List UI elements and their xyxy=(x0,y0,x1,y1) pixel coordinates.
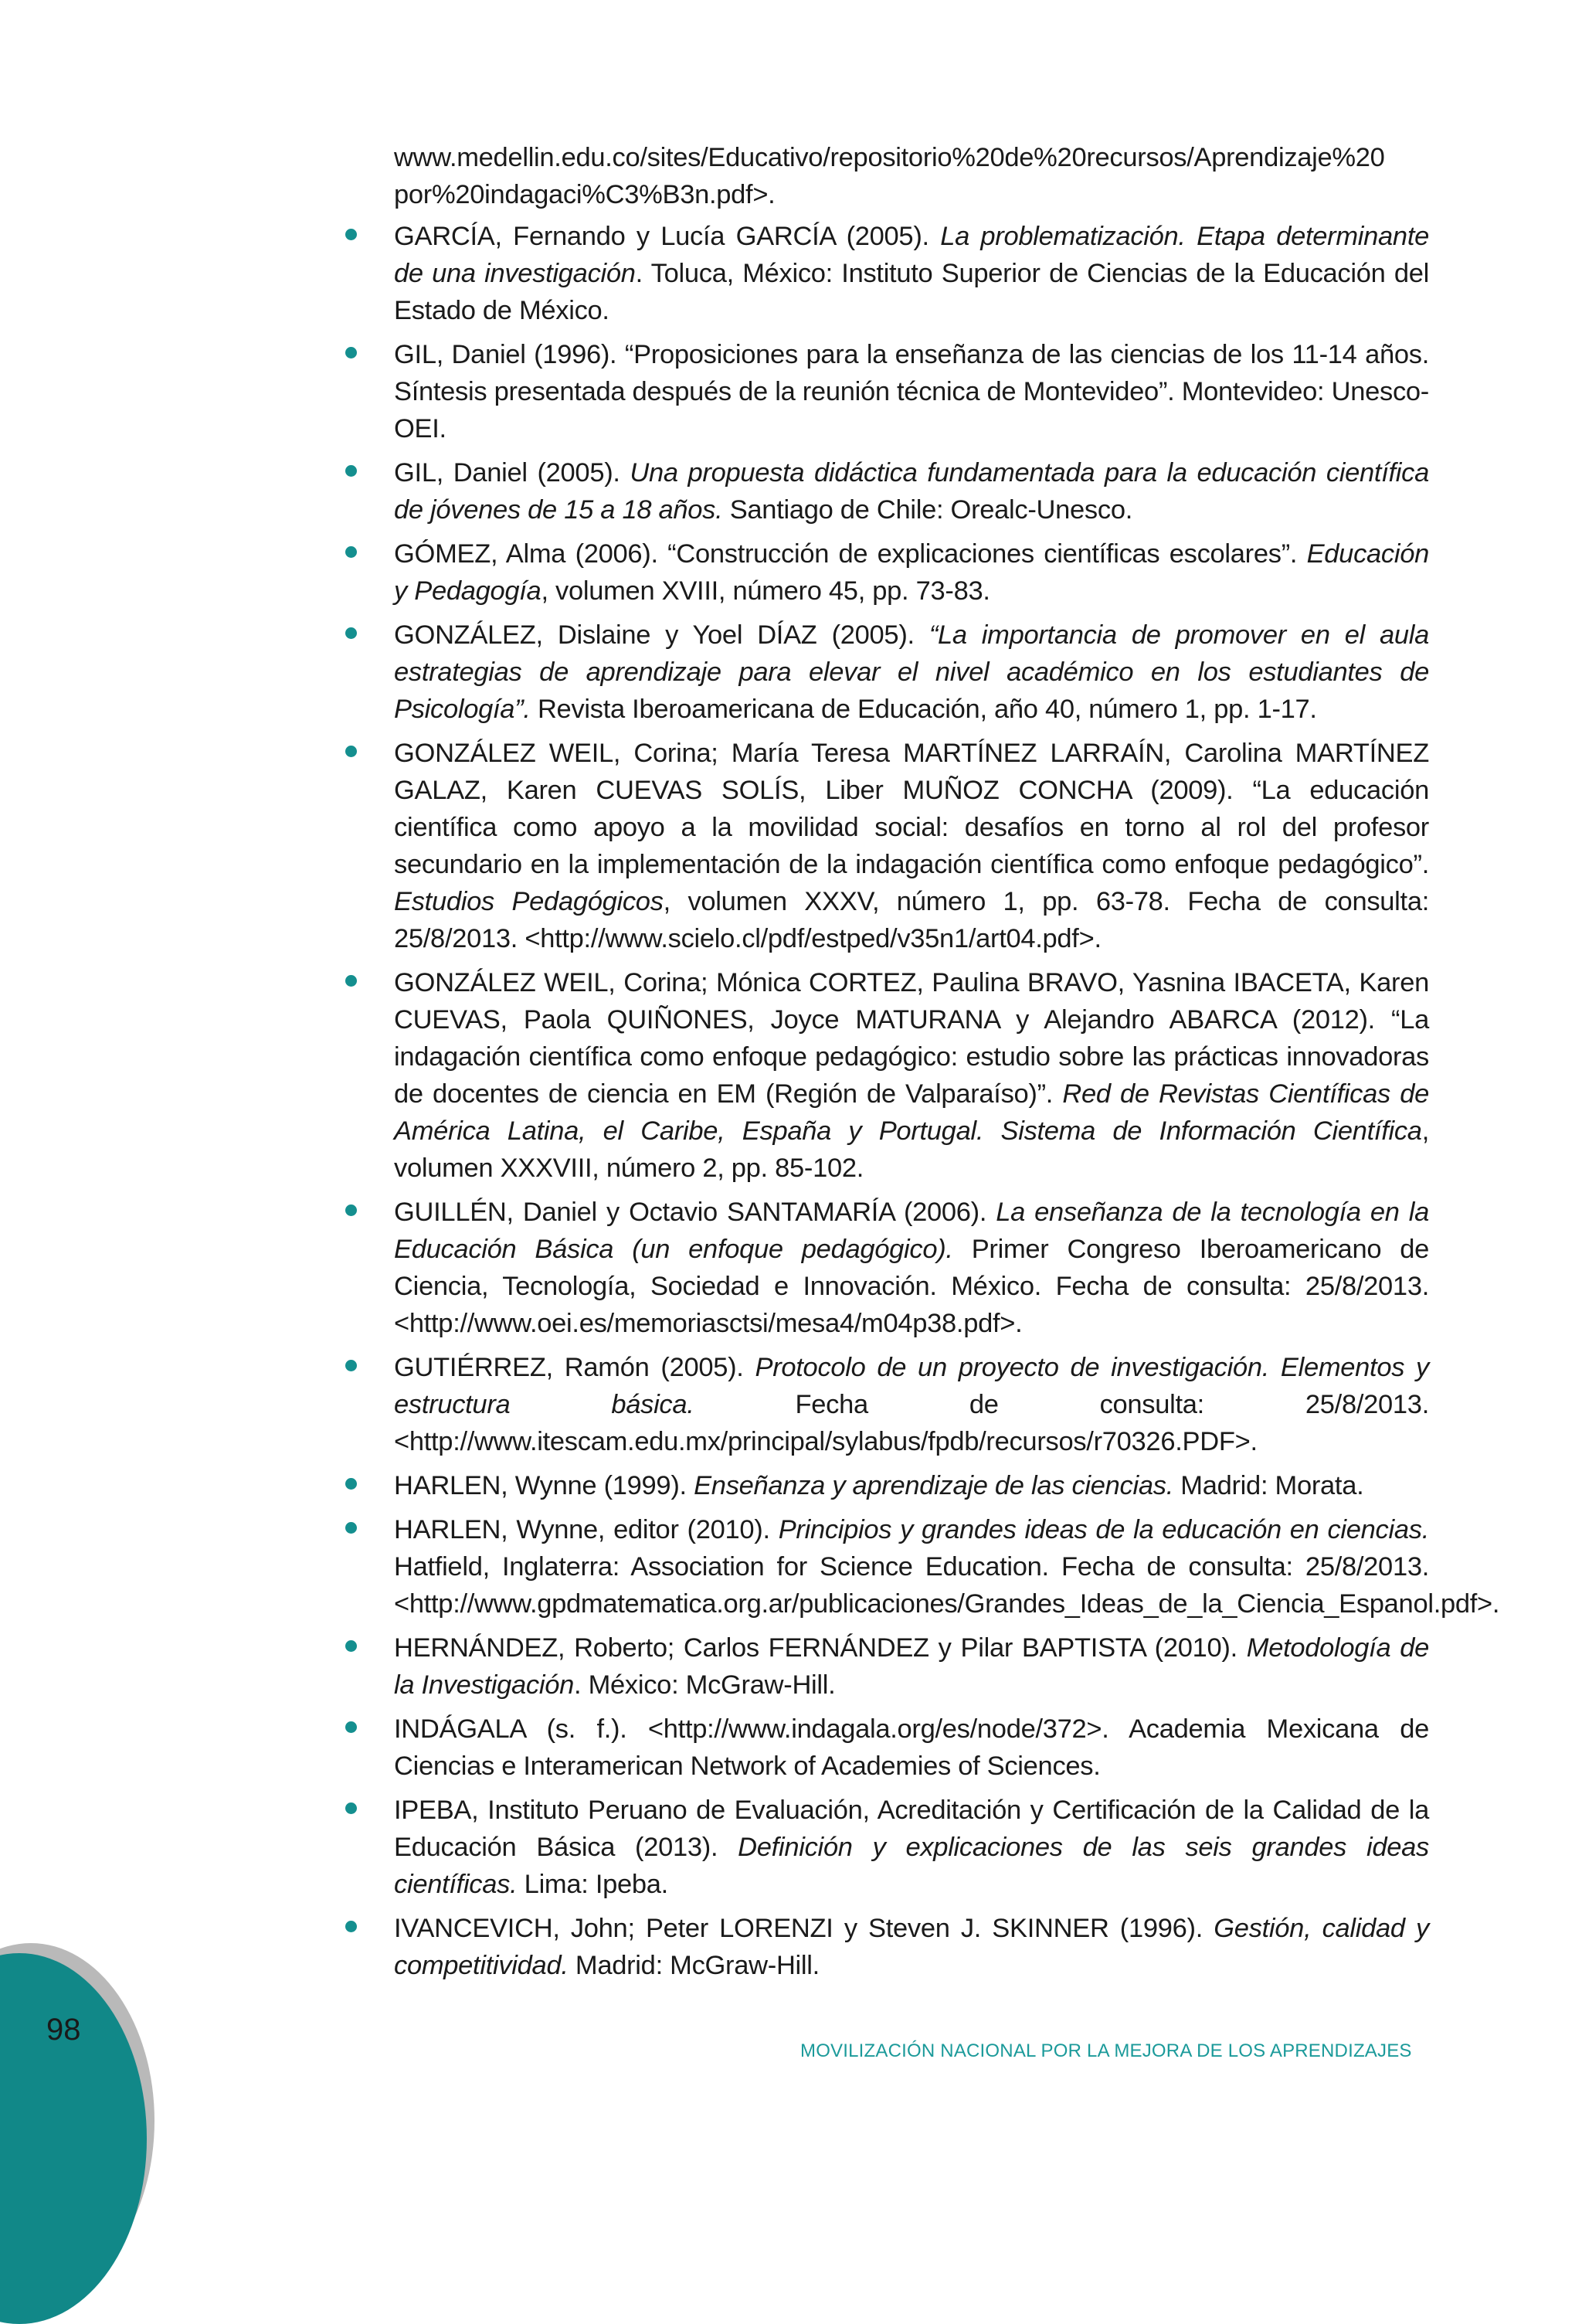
reference-item: IVANCEVICH, John; Peter LORENZI y Steven J. SKINNER (1996). Gestión, calidad y competitividad. Madrid: McGraw-Hill. xyxy=(343,1910,1429,1984)
reference-item: GÓMEZ, Alma (2006). “Construcción de explicaciones científicas escolares”. Educación y Pedagogía, volumen XVIII, número 45, pp. 73-83. xyxy=(343,535,1429,610)
reference-item: HARLEN, Wynne (1999). Enseñanza y aprendizaje de las ciencias. Madrid: Morata. xyxy=(343,1467,1429,1504)
reference-item: GIL, Daniel (2005). Una propuesta didáctica fundamentada para la educación científica de jóvenes de 15 a 18 años. Santiago de Chile: Orealc-Unesco. xyxy=(343,454,1429,528)
bullet-icon xyxy=(345,1640,357,1652)
bullet-icon xyxy=(345,546,357,558)
bullet-icon xyxy=(345,1204,357,1216)
footer-title: MOVILIZACIÓN NACIONAL POR LA MEJORA DE LOS APRENDIZAJES xyxy=(800,2040,1412,2061)
continuation-line: www.medellin.edu.co/sites/Educativo/repositorio%20de%20recursos/Aprendizaje%20 xyxy=(394,143,1385,172)
bullet-icon xyxy=(345,1478,357,1490)
bullet-icon xyxy=(345,1921,357,1932)
bullet-icon xyxy=(345,1360,357,1371)
reference-item: GUILLÉN, Daniel y Octavio SANTAMARÍA (2006). La enseñanza de la tecnología en la Educación Básica (un enfoque pedagógico). Primer Congreso Iberoamericano de Ciencia, Tecnología, Sociedad e Innovación. México. Fecha de consulta: 25/8/2013. <http://www.oei.es/memoriasctsi/mesa4/m04p38.pdf>. xyxy=(343,1194,1429,1342)
reference-item: HERNÁNDEZ, Roberto; Carlos FERNÁNDEZ y Pilar BAPTISTA (2010). Metodología de la Investigación. México: McGraw-Hill. xyxy=(343,1629,1429,1704)
bullet-icon xyxy=(345,1721,357,1733)
bullet-icon xyxy=(345,975,357,987)
reference-item: IPEBA, Instituto Peruano de Evaluación, Acreditación y Certificación de la Calidad de la Educación Básica (2013). Definición y explicaciones de las seis grandes ideas científicas. Lima: Ipeba. xyxy=(343,1792,1429,1903)
reference-item: HARLEN, Wynne, editor (2010). Principios y grandes ideas de la educación en ciencias. Hatfield, Inglaterra: Association for Science Education. Fecha de consulta: 25/8/2013. <http://www.gpdmatematica.org.ar/publicaciones/Grandes_Ideas_de_la_Ciencia_Espanol.pdf>. xyxy=(343,1511,1429,1622)
bullet-icon xyxy=(345,347,357,358)
references-section xyxy=(343,139,1500,1984)
bullet-icon xyxy=(345,627,357,639)
reference-item: GUTIÉRREZ, Ramón (2005). Protocolo de un proyecto de investigación. Elementos y estructura básica. Fecha de consulta: 25/8/2013. <http://www.itescam.edu.mx/principal/sylabus/fpdb/recursos/r70326.PDF>. xyxy=(343,1349,1429,1460)
reference-list xyxy=(343,218,1500,1984)
bullet-icon xyxy=(345,229,357,240)
bullet-icon xyxy=(345,465,357,477)
bullet-icon xyxy=(345,746,357,757)
reference-item: GONZÁLEZ WEIL, Corina; Mónica CORTEZ, Paulina BRAVO, Yasnina IBACETA, Karen CUEVAS, Paola QUIÑONES, Joyce MATURANA y Alejandro ABARCA (2012). “La indagación científica como enfoque pedagógico: estudio sobre las prácticas innovadoras de docentes de ciencia en EM (Región de Valparaíso)”. Red de Revistas Científicas de América Latina, el Caribe, España y Portugal. Sistema de Información Científica, volumen XXXVIII, número 2, pp. 85-102. xyxy=(343,964,1429,1187)
reference-item: GONZÁLEZ, Dislaine y Yoel DÍAZ (2005). “La importancia de promover en el aula estrategias de aprendizaje para elevar el nivel académico en los estudiantes de Psicología”. Revista Iberoamericana de Educación, año 40, número 1, pp. 1-17. xyxy=(343,617,1429,728)
page-number: 98 xyxy=(46,2013,81,2047)
continuation-line: por%20indagaci%C3%B3n.pdf>. xyxy=(394,180,776,209)
reference-item: GIL, Daniel (1996). “Proposiciones para la enseñanza de las ciencias de los 11-14 años. Síntesis presentada después de la reunión técnica de Montevideo”. Montevideo: Unesco-OEI. xyxy=(343,336,1429,447)
reference-item: GARCÍA, Fernando y Lucía GARCÍA (2005). La problematización. Etapa determinante de una investigación. Toluca, México: Instituto Superior de Ciencias de la Educación del Estado de México. xyxy=(343,218,1429,329)
bullet-icon xyxy=(345,1802,357,1814)
bullet-icon xyxy=(345,1522,357,1534)
reference-item: GONZÁLEZ WEIL, Corina; María Teresa MARTÍNEZ LARRAÍN, Carolina MARTÍNEZ GALAZ, Karen CUEVAS SOLÍS, Liber MUÑOZ CONCHA (2009). “La educación científica como apoyo a la movilidad social: desafíos en torno al rol del profesor secundario en la implementación de la indagación científica como enfoque pedagógico”. Estudios Pedagógicos, volumen XXXV, número 1, pp. 63-78. Fecha de consulta: 25/8/2013. <http://www.scielo.cl/pdf/estped/v35n1/art04.pdf>. xyxy=(343,735,1429,957)
reference-item: INDÁGALA (s. f.). <http://www.indagala.org/es/node/372>. Academia Mexicana de Ciencias e Interamerican Network of Academies of Sciences. xyxy=(343,1711,1429,1785)
